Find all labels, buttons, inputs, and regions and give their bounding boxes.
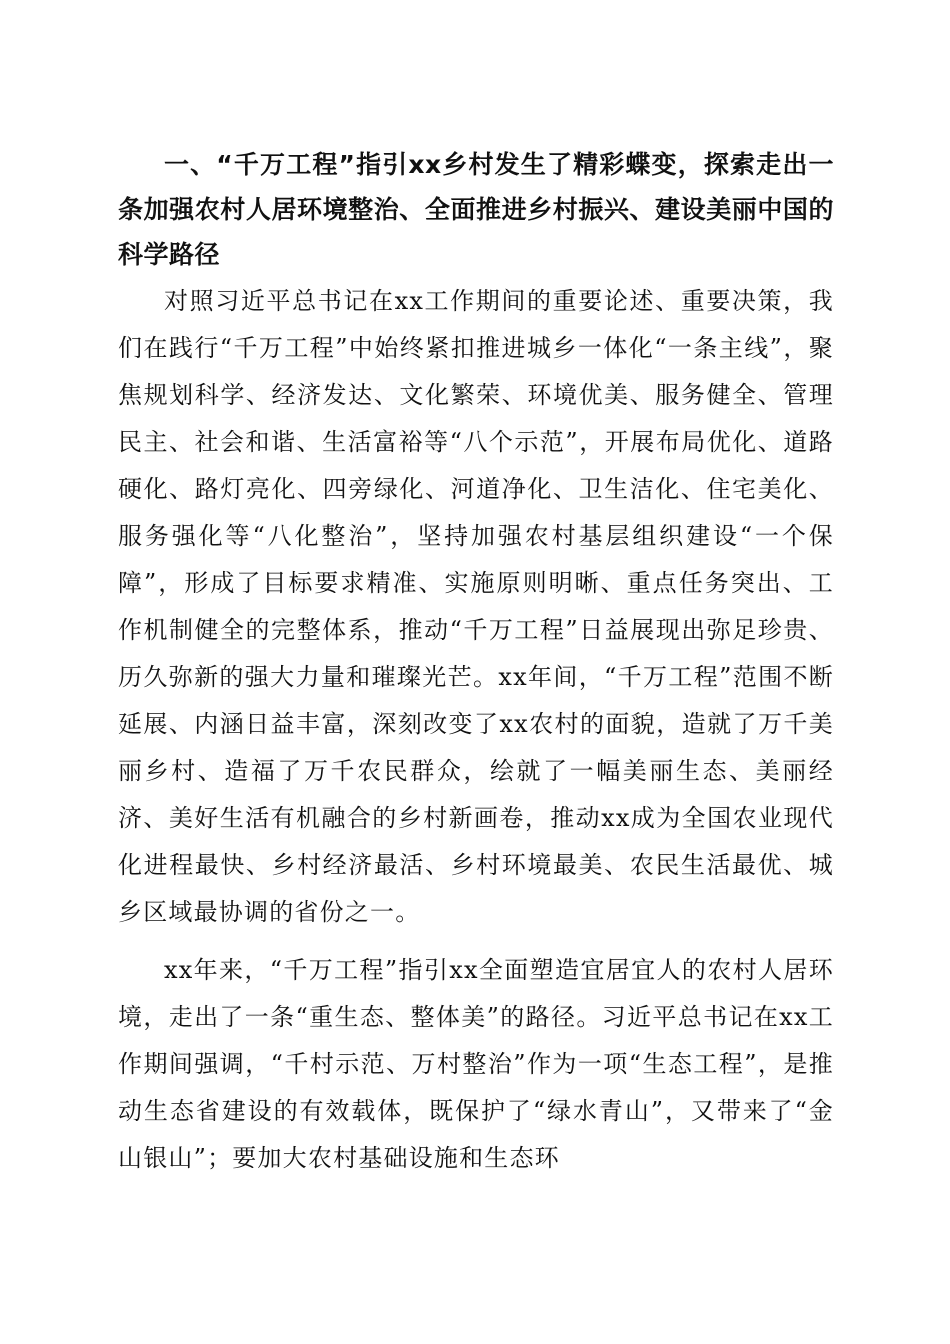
section-heading: 一、“千万工程”指引xx乡村发生了精彩蝶变，探索走出一条加强农村人居环境整治、全面推进乡村振兴、建设美丽中国的科学路径 xyxy=(118,150,834,269)
body-paragraph: xx年来，“千万工程”指引xx全面塑造宜居宜人的农村人居环境，走出了一条“重生态、整体美”的路径。习近平总书记在xx工作期间强调，“千村示范、万村整治”作为一项“生态工程”，是推动生态省建设的有效载体，既保护了“绿水青山”，又带来了“金山银山”；要加大农村基础设施和生态环 xyxy=(118,956,834,1172)
body-paragraph: 对照习近平总书记在xx工作期间的重要论述、重要决策，我们在践行“千万工程”中始终紧扣推进城乡一体化“一条主线”，聚焦规划科学、经济发达、文化繁荣、环境优美、服务健全、管理民主、社会和谐、生活富裕等“八个示范”，开展布局优化、道路硬化、路灯亮化、四旁绿化、河道净化、卫生洁化、住宅美化、服务强化等“八化整治”，坚持加强农村基层组织建设“一个保障”，形成了目标要求精准、实施原则明晰、重点任务突出、工作机制健全的完整体系，推动“千万工程”日益展现出弥足珍贵、历久弥新的强大力量和璀璨光芒。xx年间，“千万工程”范围不断延展、内涵日益丰富，深刻改变了xx农村的面貌，造就了万千美丽乡村、造福了万千农民群众，绘就了一幅美丽生态、美丽经济、美好生活有机融合的乡村新画卷，推动xx成为全国农业现代化进程最快、乡村经济最活、乡村环境最美、农民生活最优、城乡区域最协调的省份之一。 xyxy=(118,287,834,926)
